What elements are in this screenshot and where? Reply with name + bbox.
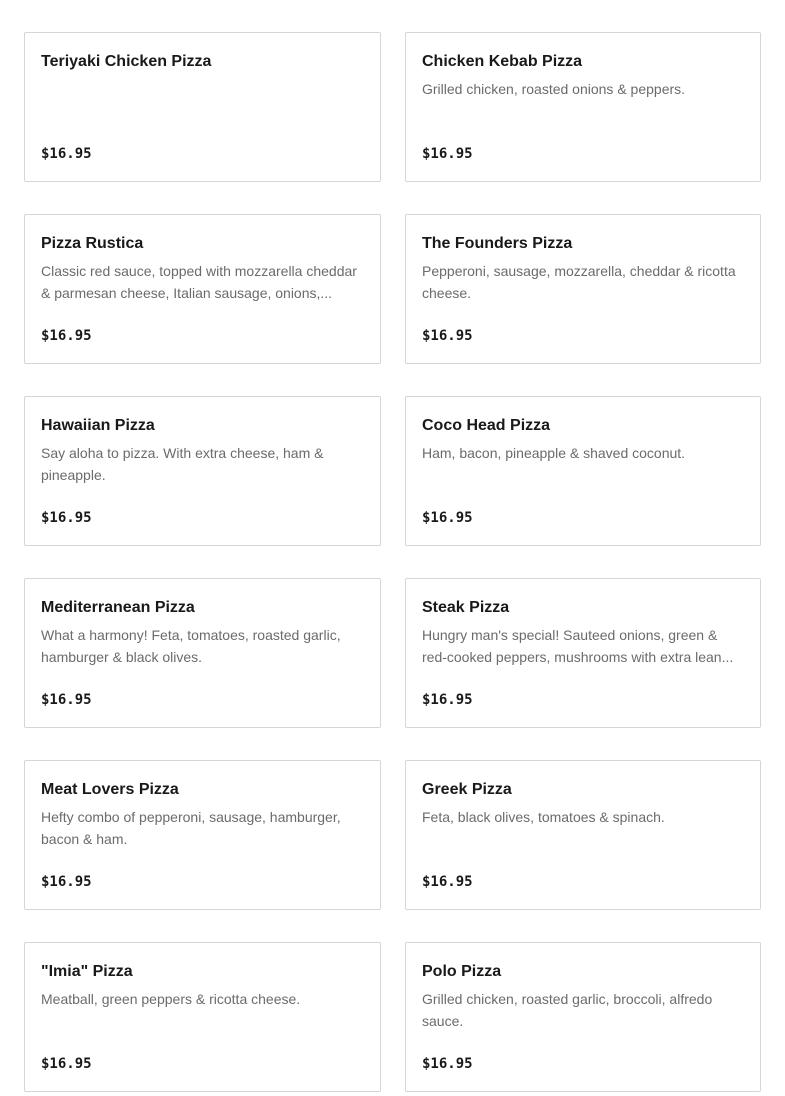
- menu-item-card[interactable]: [405, 760, 761, 910]
- menu-item-card[interactable]: [405, 942, 761, 1092]
- menu-item-price: $16.95: [41, 874, 92, 890]
- menu-item-card[interactable]: [405, 578, 761, 728]
- menu-item-description: Meatball, green peppers & ricotta cheese.: [41, 991, 301, 1007]
- menu-item-price: $16.95: [422, 328, 473, 344]
- menu-item-grid: [24, 32, 761, 1092]
- menu-item-price: $16.95: [422, 510, 473, 526]
- menu-item-description: Grilled chicken, roasted onions & peppers.: [422, 81, 686, 97]
- menu-item-card[interactable]: [24, 760, 381, 910]
- menu-item-price: $16.95: [41, 328, 92, 344]
- menu-item-price: $16.95: [41, 692, 92, 708]
- menu-item-description: Pepperoni, sausage, mozzarella, cheddar & ricotta cheese.: [422, 263, 736, 301]
- menu-item-name: Mediterranean Pizza: [41, 599, 195, 616]
- menu-item-name: Coco Head Pizza: [422, 417, 551, 434]
- menu-item-card[interactable]: [24, 578, 381, 728]
- menu-item-name: Hawaiian Pizza: [41, 417, 155, 434]
- menu-item-price: $16.95: [41, 146, 92, 162]
- menu-item-card[interactable]: [24, 214, 381, 364]
- menu-item-price: $16.95: [422, 874, 473, 890]
- menu-item-card[interactable]: [24, 396, 381, 546]
- menu-item-name: Teriyaki Chicken Pizza: [41, 53, 212, 70]
- menu-item-description: Feta, black olives, tomatoes & spinach.: [422, 809, 665, 825]
- menu-item-description: What a harmony! Feta, tomatoes, roasted garlic, hamburger & black olives.: [41, 627, 341, 665]
- menu-item-name: Meat Lovers Pizza: [41, 781, 179, 798]
- menu-item-name: "Imia" Pizza: [41, 963, 133, 980]
- menu-item-name: The Founders Pizza: [422, 235, 573, 252]
- menu-item-card[interactable]: [405, 214, 761, 364]
- menu-item-card[interactable]: [405, 396, 761, 546]
- menu-item-description: Ham, bacon, pineapple & shaved coconut.: [422, 445, 686, 461]
- menu-item-description: Classic red sauce, topped with mozzarella cheddar & parmesan cheese, Italian sausage, onions,...: [41, 263, 357, 301]
- menu-item-card[interactable]: [24, 32, 381, 182]
- menu-item-name: Steak Pizza: [422, 599, 510, 616]
- menu-item-card[interactable]: [405, 32, 761, 182]
- menu-item-description: Hefty combo of pepperoni, sausage, hamburger, bacon & ham.: [41, 809, 341, 847]
- menu-item-price: $16.95: [422, 146, 473, 162]
- menu-item-description: Say aloha to pizza. With extra cheese, ham & pineapple.: [41, 445, 324, 483]
- menu-item-price: $16.95: [422, 1056, 473, 1072]
- menu-item-name: Polo Pizza: [422, 963, 502, 980]
- menu-item-name: Chicken Kebab Pizza: [422, 53, 583, 70]
- menu-item-card[interactable]: [24, 942, 381, 1092]
- menu-item-price: $16.95: [41, 510, 92, 526]
- menu-item-price: $16.95: [41, 1056, 92, 1072]
- menu-item-description: Grilled chicken, roasted garlic, broccoli, alfredo sauce.: [422, 991, 713, 1029]
- menu-item-name: Pizza Rustica: [41, 235, 144, 252]
- menu-item-price: $16.95: [422, 692, 473, 708]
- menu-item-description: Hungry man's special! Sauteed onions, green & red-cooked peppers, mushrooms with extra lean...: [422, 627, 734, 665]
- menu-item-name: Greek Pizza: [422, 781, 512, 798]
